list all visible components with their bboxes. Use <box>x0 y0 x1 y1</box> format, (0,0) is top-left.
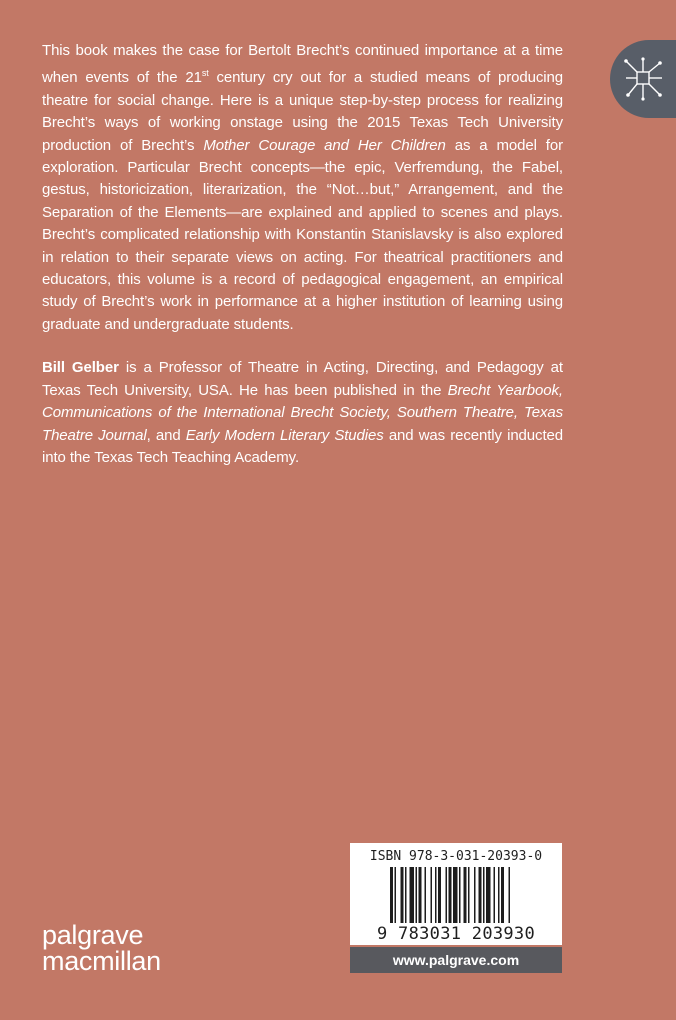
publisher-url: www.palgrave.com <box>350 947 562 973</box>
publisher-name-line2: macmillan <box>42 946 161 976</box>
author-bio: Bill Gelber is a Professor of Theatre in Acting, Directing, and Pedagogy at Texas Tech University, USA. He has been published in the Brecht Yearbook, Communications of the International Brecht Society, Southern Theatre, Texas Theatre Journal, and Early Modern Literary Studies and was recently inducted into the Texas Tech Teaching Academy. <box>42 359 563 466</box>
isbn-label: ISBN 978-3-031-20393-0 <box>350 843 562 871</box>
publication-titles: Brecht Yearbook, Communications of the International Brecht Society, Southern Theatre, Texas Theatre Journal <box>42 381 563 444</box>
publication-title-elms: Early Modern Literary Studies <box>185 426 384 444</box>
author-name: Bill Gelber <box>42 359 119 377</box>
palgrave-network-logo-icon <box>624 57 664 101</box>
book-description: This book makes the case for Bertolt Brecht’s continued importance at a time when events of the 21st century cry out for a studied means of producing theatre for social change. Here is a unique step-by-step process for realizing Brecht’s ways of working onstage using the 2015 Texas Tech University production of Brecht’s Mother Courage and Her Children as a model for exploration. Particular Brecht concepts—the epic, Verfremdung, the Fabel, gestus, historicization, literarization, the “Not…but,” Arrangement, and the Separation of the Elements—are explained and applied to scenes and plays. Brecht’s complicated relationship with Konstantin Stanislavsky is also explored in relation to their separate views on acting. For theatrical practitioners and educators, this volume is a record of pedagogical engagement, an empirical study of Brecht’s work in performance at a higher institution of learning using graduate and undergraduate students. <box>42 42 564 333</box>
back-cover-text <box>42 40 563 490</box>
barcode-digits: 9 783031 203930 <box>350 923 562 945</box>
palgrave-logo-badge <box>610 40 676 118</box>
publisher-logo <box>42 922 161 974</box>
book-title-italic: Mother Courage and Her Children <box>203 136 446 154</box>
isbn-barcode <box>350 843 562 971</box>
publisher-name-line1: palgrave <box>42 920 144 950</box>
superscript-st: st <box>201 68 209 79</box>
